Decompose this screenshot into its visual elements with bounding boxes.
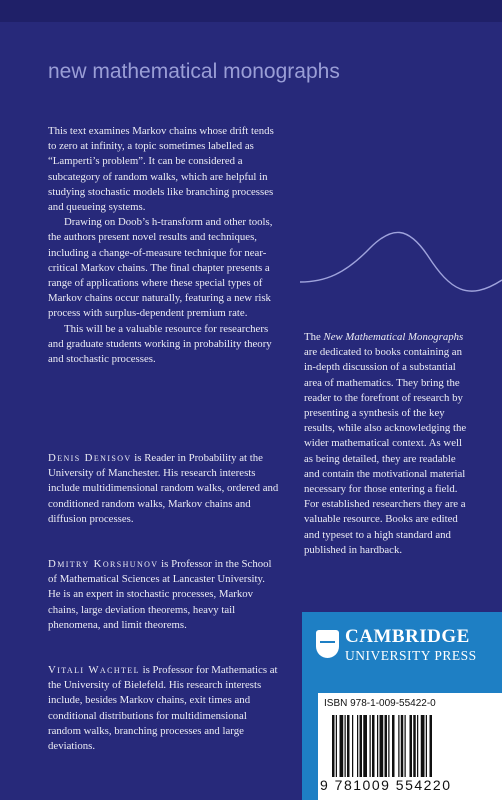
author-name: Dmitry Korshunov [48,558,159,570]
publisher-subname: UNIVERSITY PRESS [345,648,477,663]
isbn-label: ISBN 978-1-009-55422-0 [324,698,436,709]
series-title: new mathematical monographs [48,60,340,83]
author-bio-denisov [48,451,280,527]
author-name: Vitali Wachtel [48,664,140,676]
back-cover-blurb [48,124,280,367]
blurb-paragraph-2: Drawing on Doob’s h-transform and other tools, the authors present novel results and techniques, including a change-of-measure technique for near-critical Markov chains. The final chapter presents a range of applications where these special types of Markov chains occur naturally, featuring a new risk process with surplus-dependent premium rate. [48,216,273,320]
author-bio-wachtel [48,663,280,754]
author-bio-korshunov [48,557,280,633]
blurb-paragraph-3: This will be a valuable resource for researchers and graduate students working in probability theory and stochastic processes. [48,322,272,366]
barcode-area [318,693,502,800]
series-desc-text: are dedicated to books containing an in-depth discussion of a substantial area of mathematics. They bring the reader to the forefront of research by presenting a synthesis of the key results, while also acknowledging the wider mathematical context. As well as being detailed, they are readable and contain the motivational material necessary for those entering a field. For established researchers they are a valuable resource. Books are edited and typeset to a high standard and published in hardback. [304,346,467,556]
barcode-icon [332,715,492,777]
author-bio-text: is Professor in the School of Mathematical Sciences at Lancaster University. He is an expert in stochastic processes, Markov chains, large deviation theorems, heavy tail phenomena, and limit theorems. [48,558,272,631]
publisher-name: CAMBRIDGE [345,626,470,647]
sine-wave-decoration [300,218,502,314]
author-name: Denis Denisov [48,452,132,464]
barcode-number: 9 781009 554220 [320,777,452,793]
series-desc-prefix: The [304,331,324,343]
author-bio-text: is Professor for Mathematics at the University of Bielefeld. His research interests include, besides Markov chains, exit times and conditional distributions for multidimensional random walks, branching processes and large deviations. [48,664,278,753]
author-bio-text: is Reader in Probability at the University of Manchester. His research interests include multidimensional random walks, ordered and conditioned random walks, Markov chains and diffusion processes. [48,452,279,525]
blurb-paragraph-1: This text examines Markov chains whose drift tends to zero at infinity, a topic sometimes labelled as “Lamperti’s problem”. It can be considered a subcategory of random walks, which are helpful in studying stochastic models like branching processes and queueing systems. [48,125,274,214]
series-description [304,330,470,558]
top-band [0,0,502,22]
series-name-italic: New Mathematical Monographs [323,331,464,343]
cambridge-shield-icon [316,630,339,658]
